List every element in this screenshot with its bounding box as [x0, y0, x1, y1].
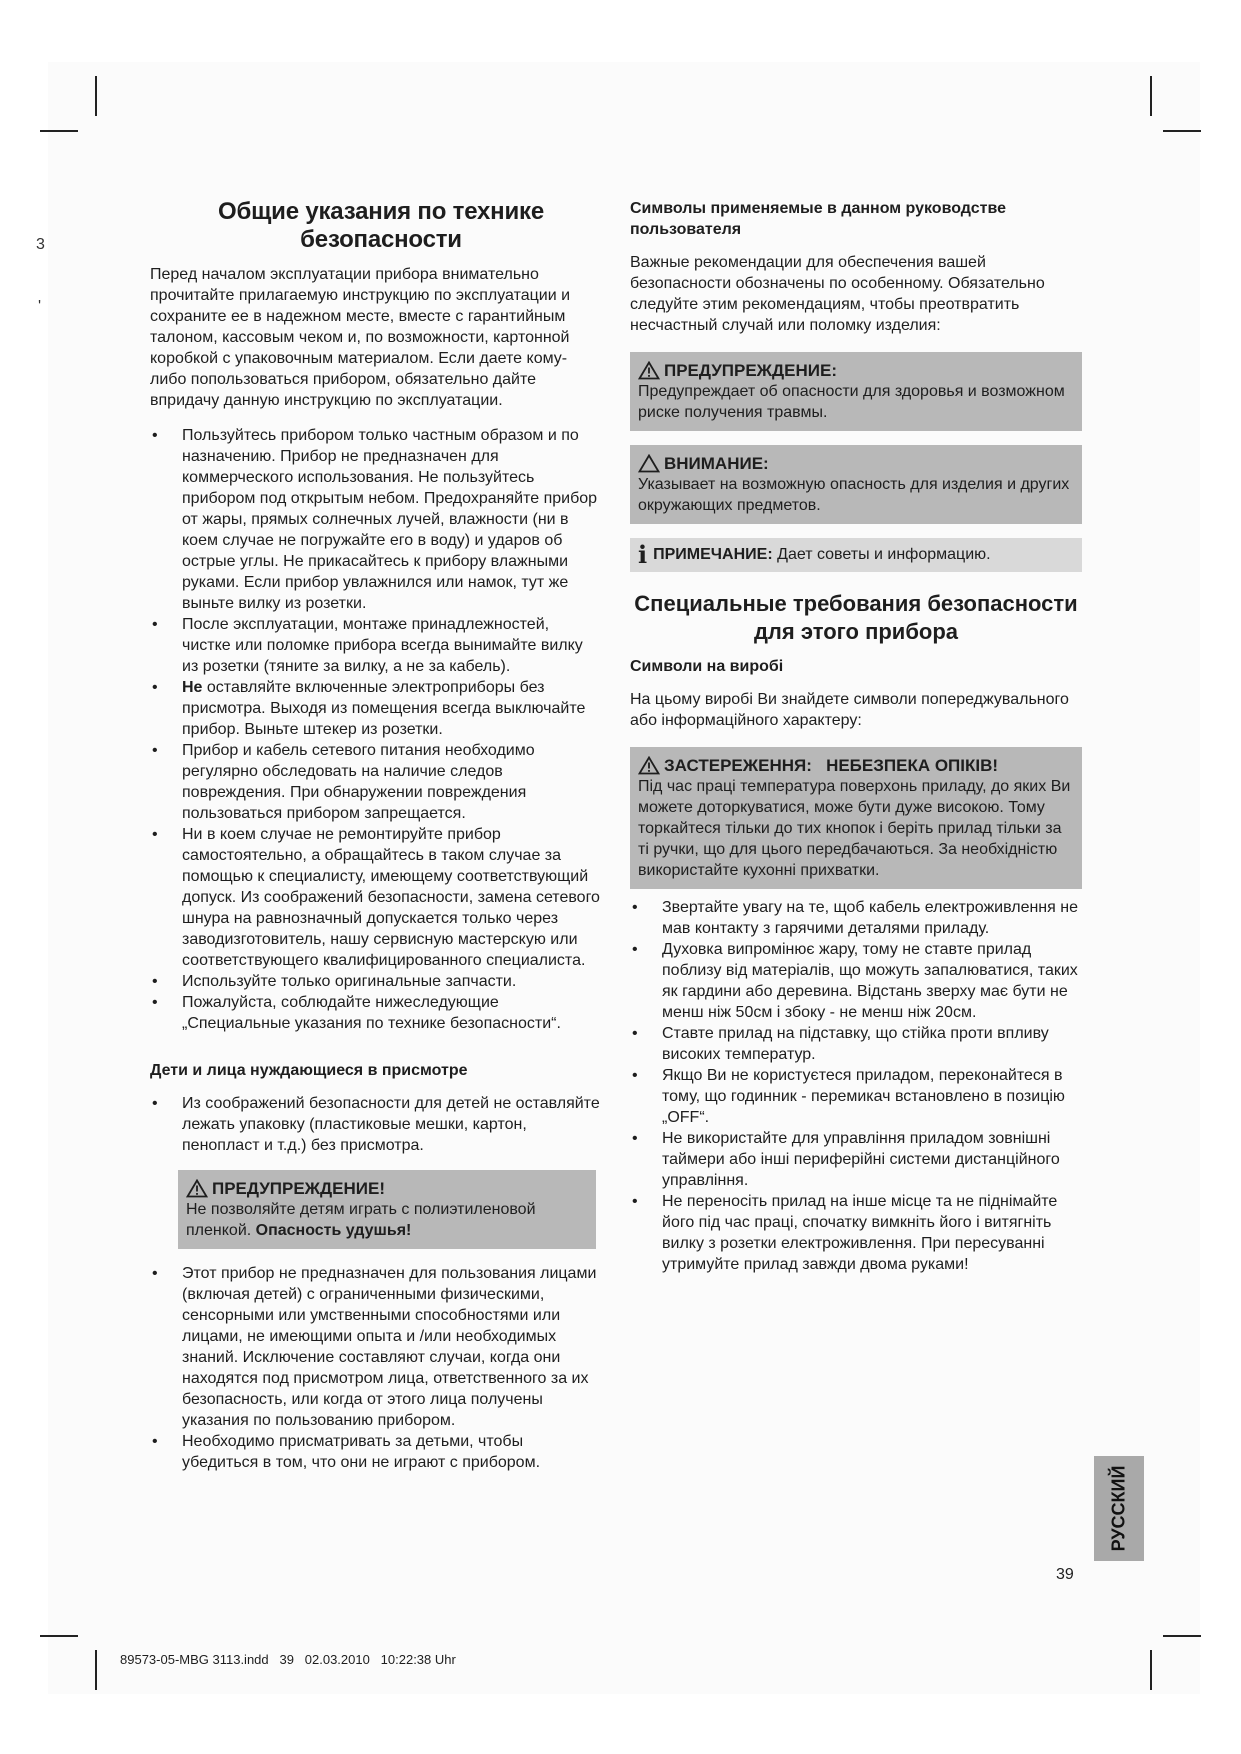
ua-symbols-heading: Символи на виробі — [630, 658, 784, 675]
warning-triangle-icon — [638, 756, 660, 775]
list-item: • Духовка випромінює жару, тому не ставте прилад поблизу від матеріалів, що можуть запалюватися, таких як гардини або деревина. Відстань зверху має бути не менш ніж 50см і збоку - не менш ніж 20см. — [630, 939, 1082, 1023]
right-column — [630, 198, 1082, 1275]
list-item — [150, 677, 602, 740]
crop-mark — [1163, 130, 1201, 132]
warning-title — [638, 360, 1072, 381]
warning-title-text: ПРЕДУПРЕЖДЕНИЕ! — [212, 1179, 385, 1198]
crop-mark — [95, 1650, 97, 1690]
language-tab — [1094, 1456, 1144, 1561]
crop-mark — [40, 130, 78, 132]
symbols-heading: Символы применяемые в данном руководстве пользователя — [630, 200, 1006, 238]
crop-mark — [1163, 1635, 1201, 1637]
safety-list — [150, 425, 602, 1034]
list-item: • Из соображений безопасности для детей не оставляйте лежать упаковку (пластиковые мешки, картон, пенопласт и т.д.) без присмотра. — [150, 1093, 602, 1156]
list-item: • Используйте только оригинальные запчасти. — [150, 971, 602, 992]
note-text: Дает советы и информацию. — [772, 546, 991, 563]
burn-warning-title — [638, 755, 1072, 776]
info-icon: i — [638, 540, 648, 569]
burn-warning-title-text: ЗАСТЕРЕЖЕННЯ: НЕБЕЗПЕКА ОПІКІВ! — [664, 756, 999, 775]
warning-text: Предупреждает об опасности для здоровья и возможном риске получения травмы. — [638, 383, 1065, 421]
ua-symbols-paragraph: На цьому виробі Ви знайдете символи попереджувального або інформаційного характеру: — [630, 691, 1069, 729]
warning-triangle-icon — [638, 454, 660, 473]
persons-list — [150, 1263, 602, 1473]
page-number: 39 — [1056, 1566, 1074, 1583]
list-item: • Якщо Ви не користуєтеся приладом, переконайтеся в тому, що годинник - перемикач встановлено в позицію „OFF“. — [630, 1065, 1082, 1128]
crop-mark — [40, 1635, 78, 1637]
ua-safety-list — [630, 897, 1082, 1275]
symbols-paragraph: Важные рекомендации для обеспечения вашей безопасности обозначены по особенному. Обязательно следуйте этим рекомендациям, чтобы преотвратить несчастный случай или поломку изделия: — [630, 254, 1045, 334]
warning-box — [630, 352, 1082, 431]
language-tab-label: РУССКИЙ — [1108, 1465, 1129, 1552]
left-column — [150, 198, 602, 1473]
page-title: Общие указания по технике безопасности — [218, 198, 544, 253]
warning-title-text: ПРЕДУПРЕЖДЕНИЕ: — [664, 361, 837, 380]
list-item: • Звертайте увагу на те, щоб кабель електроживлення не мав контакту з гарячими деталями приладу. — [630, 897, 1082, 939]
warning-triangle-icon — [186, 1179, 208, 1198]
children-list — [150, 1093, 602, 1156]
caution-title — [638, 453, 1072, 474]
crop-mark — [1150, 76, 1152, 116]
list-item: • Прибор и кабель сетевого питания необходимо регулярно обследовать на наличие следов повреждения. При обнаружении повреждения пользоваться прибором запрещается. — [150, 740, 602, 824]
list-item: • После эксплуатации, монтаже принадлежностей, чистке или поломке прибора всегда вынимайте вилку из розетки (тяните за вилку, а не за кабель). — [150, 614, 602, 677]
stray-mark: ' — [38, 298, 42, 315]
children-heading: Дети и лица нуждающиеся в присмотре — [150, 1062, 468, 1079]
warning-text: Не позволяйте детям играть с полиэтиленовой пленкой. — [186, 1201, 536, 1239]
stray-mark: 3 — [36, 236, 45, 253]
list-item: • Пользуйтесь прибором только частным образом и по назначению. Прибор не предназначен для коммерческого использования. Не пользуйтесь прибором под открытым небом. Предохраняйте прибор от жары, прямых солнечных лучей, влажности (ни в коем случае не погружайте его в воду) и ударов об острые углы. Не прикасайтесь к прибору влажными руками. Если прибор увлажнился или намок, тут же выньте вилку из розетки. — [150, 425, 602, 614]
list-item: • Не використайте для управління приладом зовнішні таймери або інші периферійні системи дистанційного управління. — [630, 1128, 1082, 1191]
warning-bold: Опасность удушья! — [255, 1222, 412, 1239]
warning-title — [186, 1178, 586, 1199]
list-item: • Этот прибор не предназначен для пользования лицами (включая детей) с ограниченными физическими, сенсорными или умственными способностями или лицами, не имеющими опыта и /или необходимых знаний. Исключение составляют случаи, когда они находятся под присмотром лица, ответственного за их безопасность, или когда от этого лица получены указания по пользованию прибором. — [150, 1263, 602, 1431]
children-warning-box — [178, 1170, 596, 1249]
bold-text: Не — [182, 679, 203, 696]
list-item: • Ни в коем случае не ремонтируйте прибор самостоятельно, а обращайтесь в таком случае за помощью к специалисту, имеющему соответствующий допуск. Из соображений безопасности, замена сетевого шнура на равнозначный допускается только через заводизготовитель, нашу сервисную мастерскую или соответствующего квалифицированного специалиста. — [150, 824, 602, 971]
burn-warning-text: Під час праці температура поверхонь приладу, до яких Ви можете доторкуватися, може бути дуже високою. Тому торкайтеся тільки до тих кнопок і беріть прилад тільки за ті ручки, що для цього передбачаються. За необхідністю використайте кухонні прихватки. — [638, 778, 1071, 879]
print-footer: 89573-05-MBG 3113.indd 39 02.03.2010 10:22:38 Uhr — [120, 1652, 456, 1667]
note-box — [630, 538, 1082, 572]
list-item: • Ставте прилад на підставку, що стійка проти впливу високих температур. — [630, 1023, 1082, 1065]
caution-title-text: ВНИМАНИЕ: — [664, 454, 769, 473]
warning-triangle-icon — [638, 361, 660, 380]
list-item-text: оставляйте включенные электроприборы без присмотра. Выходя из помещения всегда выключайте прибор. Выньте штекер из розетки. — [182, 679, 586, 738]
crop-mark — [95, 76, 97, 116]
list-item: • Не переносіть прилад на інше місце та не піднімайте його під час праці, спочатку вимкніть його і витягніть вилку з розетки електроживлення. При пересуванні утримуйте прилад завжди двома руками! — [630, 1191, 1082, 1275]
special-heading: Специальные требования безопасности для этого прибора — [634, 591, 1078, 644]
caution-box — [630, 445, 1082, 524]
crop-mark — [1150, 1650, 1152, 1690]
list-item: • Пожалуйста, соблюдайте нижеследующие „Специальные указания по технике безопасности“. — [150, 992, 602, 1034]
caution-text: Указывает на возможную опасность для изделия и других окружающих предметов. — [638, 476, 1070, 514]
note-label: ПРИМЕЧАНИЕ: — [653, 546, 773, 563]
intro-paragraph: Перед началом эксплуатации прибора внимательно прочитайте прилагаемую инструкцию по эксплуатации и сохраните ее в надежном месте, вместе с гарантийным талоном, кассовым чеком и, по возможности, картонной коробкой с упаковочным материалом. Если даете кому-либо попользоваться прибором, обязательно дайте впридачу данную инструкцию по эксплуатации. — [150, 266, 571, 409]
burn-warning-box — [630, 747, 1082, 889]
list-item: • Необходимо присматривать за детьми, чтобы убедиться в том, что они не играют с прибором. — [150, 1431, 602, 1473]
